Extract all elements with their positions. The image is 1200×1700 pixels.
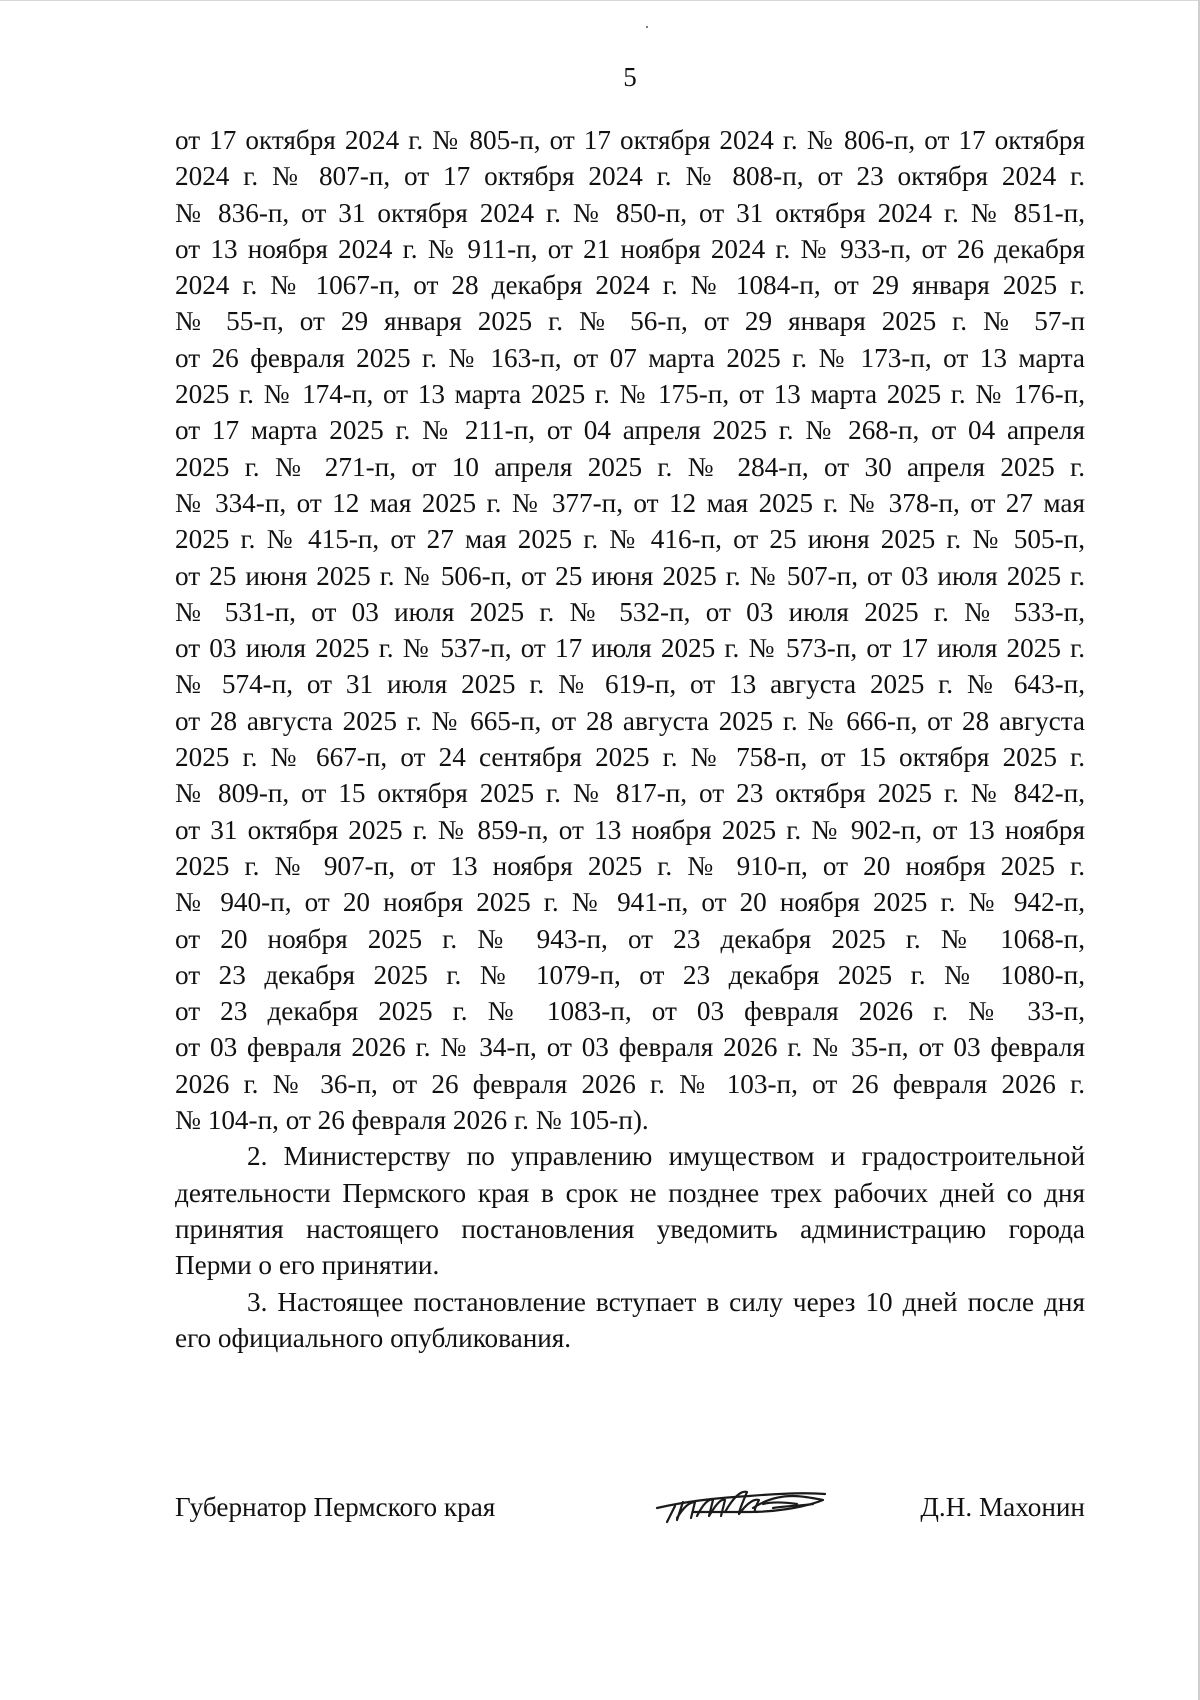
list-line: от 25 июня 2025 г. № 506-п, от 25 июня 2025 г. № 507-п, от 03 июля 2025 г. <box>175 560 1085 591</box>
list-line: 2025 г. № 667-п, от 24 сентября 2025 г. № 758-п, от 15 октября 2025 г. <box>175 742 1085 773</box>
list-line: № 334-п, от 12 мая 2025 г. № 377-п, от 12 мая 2025 г. № 378-п, от 27 мая <box>175 487 1085 518</box>
document-body <box>175 122 1085 1356</box>
list-line: от 26 февраля 2025 г. № 163-п, от 07 марта 2025 г. № 173-п, от 13 марта <box>175 342 1085 373</box>
list-line: № 836-п, от 31 октября 2024 г. № 850-п, от 31 октября 2024 г. № 851-п, <box>175 197 1085 228</box>
scan-top-edge <box>0 0 1200 1</box>
list-line: от 31 октября 2025 г. № 859-п, от 13 ноября 2025 г. № 902-п, от 13 ноября <box>175 814 1085 845</box>
handwritten-signature <box>653 1478 831 1532</box>
list-line: 2025 г. № 174-п, от 13 марта 2025 г. № 175-п, от 13 марта 2025 г. № 176-п, <box>175 379 1085 410</box>
list-line: № 809-п, от 15 октября 2025 г. № 817-п, от 23 октября 2025 г. № 842-п, <box>175 778 1085 809</box>
list-line: от 28 августа 2025 г. № 665-п, от 28 августа 2025 г. № 666-п, от 28 августа <box>175 705 1085 736</box>
list-line: от 23 декабря 2025 г. № 1079-п, от 23 декабря 2025 г. № 1080-п, <box>175 959 1085 990</box>
list-line: № 55-п, от 29 января 2025 г. № 56-п, от 29 января 2025 г. № 57-п <box>175 306 1085 337</box>
list-line: 2024 г. № 807-п, от 17 октября 2024 г. № 808-п, от 23 октября 2024 г. <box>175 161 1085 192</box>
list-line: 2025 г. № 271-п, от 10 апреля 2025 г. № 284-п, от 30 апреля 2025 г. <box>175 451 1085 482</box>
list-line: от 17 октября 2024 г. № 805-п, от 17 октября 2024 г. № 806-п, от 17 октября <box>175 125 1085 155</box>
list-line: 2026 г. № 36-п, от 26 февраля 2026 г. № 103-п, от 26 февраля 2026 г. <box>175 1068 1085 1099</box>
paragraph-item-2: 2. Министерству по управлению имуществом и градостроительной деятельности Пермского края в срок не позднее трех рабочих дней со дня принятия настоящего постановления уведомить администрацию города Перми о его принятии. <box>175 1141 1085 1281</box>
list-line: № 531-п, от 03 июля 2025 г. № 532-п, от 03 июля 2025 г. № 533-п, <box>175 596 1085 627</box>
scan-speck <box>646 26 648 28</box>
paragraph-item-3: 3. Настоящее постановление вступает в силу через 10 дней после дня его официального опубликования. <box>175 1286 1085 1353</box>
list-line: от 13 ноября 2024 г. № 911-п, от 21 ноября 2024 г. № 933-п, от 26 декабря <box>175 233 1085 264</box>
list-line: № 574-п, от 31 июля 2025 г. № 619-п, от 13 августа 2025 г. № 643-п, <box>175 669 1085 700</box>
list-line: от 03 февраля 2026 г. № 34-п, от 03 февраля 2026 г. № 35-п, от 03 февраля <box>175 1032 1085 1063</box>
signer-position: Губернатор Пермского края <box>175 1492 496 1522</box>
signer-name: Д.Н. Махонин <box>920 1492 1085 1522</box>
list-line: 2025 г. № 415-п, от 27 мая 2025 г. № 416-п, от 25 июня 2025 г. № 505-п, <box>175 524 1085 555</box>
resolution-list <box>175 122 1085 1138</box>
list-line: № 104-п, от 26 февраля 2026 г. № 105-п). <box>175 1105 649 1136</box>
list-line: 2024 г. № 1067-п, от 28 декабря 2024 г. № 1084-п, от 29 января 2025 г. <box>175 270 1085 301</box>
list-line: от 23 декабря 2025 г. № 1083-п, от 03 февраля 2026 г. № 33-п, <box>175 996 1085 1027</box>
list-line: от 17 марта 2025 г. № 211-п, от 04 апреля 2025 г. № 268-п, от 04 апреля <box>175 415 1085 446</box>
list-line: от 20 ноября 2025 г. № 943-п, от 23 декабря 2025 г. № 1068-п, <box>175 923 1085 954</box>
list-line: от 03 июля 2025 г. № 537-п, от 17 июля 2025 г. № 573-п, от 17 июля 2025 г. <box>175 633 1085 664</box>
list-line: № 940-п, от 20 ноября 2025 г. № 941-п, от 20 ноября 2025 г. № 942-п, <box>175 887 1085 918</box>
page-number: 5 <box>623 62 637 92</box>
list-line: 2025 г. № 907-п, от 13 ноября 2025 г. № 910-п, от 20 ноября 2025 г. <box>175 850 1085 881</box>
